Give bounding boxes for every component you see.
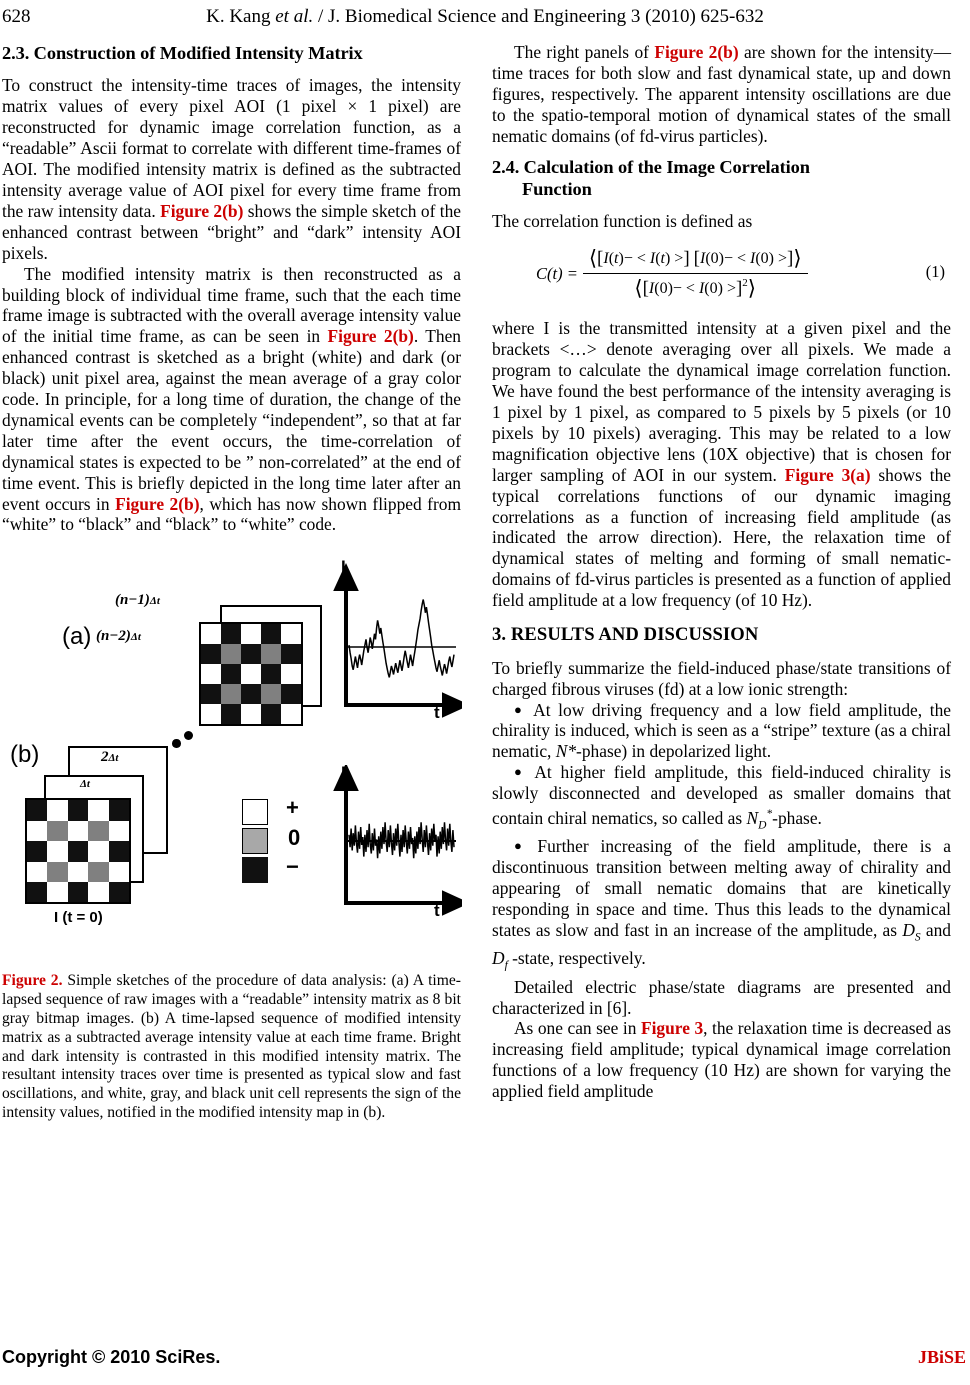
heading-2-4-line1: 2.4. Calculation of the Image Correlation [492, 156, 810, 177]
para-text: The modified intensity matrix is then reconstructed as a building block of individual time frame, such that the each time frame image is subtracted with the overall average intensity value of the initial time frame, as can be seen in [2, 263, 461, 347]
trace-fast-svg [328, 765, 462, 925]
figure-caption-text: Simple sketches of the procedure of data analysis: (a) A time-lapsed sequence of raw images with a “readable” intensity matrix as 8 bit gray bitmap images. (b) A time-lapsed sequence of modified intensity matrix as a subtracted average intensity value at each time frame. Bright and dark intensity is contrasted in this modified intensity matrix. The resultant intensity traces over time is presented as typical slow and fast oscillations, and white, gray, and black unit cell represents the sign of the intensity values, notified in the modified intensity map in (b). [2, 972, 462, 1121]
matrix-cell [27, 882, 47, 902]
matrix-cell [68, 821, 88, 841]
figure-trace-fast-plot [328, 765, 462, 925]
equation-denominator: ⟨[I(0)− < I(0) >]$^2$⟩ [634, 276, 756, 301]
matrix-cell [109, 862, 129, 882]
label-n-minus-1-dt: (n−1)Δt [115, 592, 160, 609]
journal-source: / J. Biomedical Science and Engineering 3 (2010) 625-632 [313, 6, 764, 27]
para-text-end: , which has now shown flipped from “white” to “black” and “black” to “white” code. [2, 493, 461, 535]
matrix-cell [201, 644, 221, 664]
matrix-cell [261, 644, 281, 664]
journal-citation-line [0, 6, 970, 28]
trace-fast-y-axis-label: I [341, 763, 346, 783]
bullet-symbol-nd: $N_D^*$ [746, 807, 773, 832]
paragraph-correlation-defined: The correlation function is defined as [492, 211, 753, 232]
matrix-cell [221, 664, 241, 684]
figure-ref-2b[interactable]: Figure 2(b) [160, 200, 244, 221]
bullet-dot-icon: ● [514, 838, 530, 854]
matrix-cell [201, 664, 221, 684]
paragraph-summary-intro: To briefly summarize the field-induced phase/state transitions of charged fibrous viruses (fd) at a low ionic strength: [492, 657, 951, 699]
matrix-cell [27, 821, 47, 841]
legend-swatch-minus [242, 857, 268, 883]
spacer [492, 147, 951, 156]
para-text-cont: , the relaxation time is decreased as increasing field amplitude; typical dynamical image correlation functions of a low frequency (10 Hz) are shown for varying the applied field amplitude [492, 1018, 951, 1102]
trace-slow-x-axis-label: t [434, 703, 440, 723]
matrix-cell [88, 862, 108, 882]
equation-1-expression [536, 246, 808, 301]
para-text-cont: shows the simple sketch of the enhanced contrast between “bright” and “dark” intensity AOI pixels. [2, 200, 461, 263]
heading-2-4-line2: Function [522, 178, 592, 199]
equation-lhs: C(t) = [536, 263, 578, 283]
matrix-cell [88, 821, 108, 841]
matrix-cell [109, 821, 129, 841]
symbol-df: $D_f$ [492, 948, 508, 972]
page-folio: 628 [2, 6, 31, 27]
para-text: As one can see in [514, 1018, 641, 1039]
matrix-cell [47, 841, 67, 861]
matrix-cell [47, 800, 67, 820]
bullet-item-further-increase [492, 836, 951, 976]
bullet-item-higher-amplitude [492, 762, 951, 836]
label-two-delta-t: 2Δt [101, 749, 119, 766]
figure-ref-2b-third[interactable]: Figure 2(b) [115, 493, 200, 514]
label-delta-t: Δt [80, 778, 90, 791]
figure-ref-2b-right[interactable]: Figure 2(b) [654, 42, 739, 62]
bullet-symbol-nstar: N* [555, 741, 577, 762]
matrix-cell [201, 704, 221, 724]
bullet-text: At higher field amplitude, this field-induced chirality is slowly disconnected and developed as smaller domains that contain chiral nematics, so called as [492, 762, 951, 828]
equation-1 [492, 244, 951, 306]
bullet-item-low-frequency [492, 700, 951, 763]
paragraph-relaxation-time [492, 1018, 951, 1102]
matrix-cell [261, 704, 281, 724]
trace-fast-x-axis-label: t [434, 901, 440, 921]
matrix-cell [241, 624, 261, 644]
matrix-cell [47, 821, 67, 841]
figure-ellipsis-dot [172, 739, 181, 748]
journal-authors: K. Kang [206, 6, 276, 27]
matrix-cell [261, 664, 281, 684]
trace-slow-y-axis-label: I [341, 557, 346, 577]
legend-label-zero: 0 [288, 825, 301, 851]
matrix-cell [109, 882, 129, 902]
para-text-cont: shows the typical correlations functions of our dynamic imaging correlations as a function of increasing field amplitude (as indicated the arrow direction). Here, the relaxation time of dynamical states of melting and forming of small nematic-domains of fd-virus particles is presented as a function of applied field amplitude at a low frequency (of 10 Hz). [492, 464, 951, 611]
matrix-cell [27, 841, 47, 861]
matrix-cell [281, 644, 301, 664]
matrix-cell [241, 704, 261, 724]
label-n-minus-2-dt: (n−2)Δt [96, 628, 141, 645]
figure-matrix-bottom [25, 798, 131, 904]
figure-2-caption [2, 972, 461, 1122]
figure-label-t0: I (t = 0) [54, 909, 103, 927]
matrix-cell [281, 704, 301, 724]
journal-abbreviation: JBiSE [917, 1347, 966, 1367]
bullet-text: Further increasing of the field amplitude, there is a discontinuous transition between melting away of chirality and appearing of small nematic domains that are kinetically responding in space and time. Thus this leads to the dynamical states as slow and fast in an increase of the amplitude, as [492, 836, 951, 940]
page-footer [0, 1347, 970, 1371]
legend-label-minus: − [286, 854, 299, 880]
bullet-text-mid: and [920, 919, 951, 940]
journal-etal: et al. [275, 6, 314, 27]
matrix-cell [27, 862, 47, 882]
bullet-text-cont: -phase) in depolarized light. [576, 741, 772, 762]
matrix-cell [261, 624, 281, 644]
matrix-cell [221, 644, 241, 664]
legend-label-plus: + [286, 795, 299, 821]
matrix-cell [201, 684, 221, 704]
matrix-cell [88, 800, 108, 820]
bullet-dot-icon: ● [514, 764, 527, 780]
heading-2-3: 2.3. Construction of Modified Intensity Matrix [2, 43, 363, 63]
equation-fraction [583, 246, 808, 301]
matrix-cell [27, 800, 47, 820]
heading-2-4 [492, 156, 951, 201]
matrix-cell [281, 664, 301, 684]
para-text: To construct the intensity-time traces of images, the intensity matrix values of every pixel AOI (1 pixel × 1 pixel) are reconstructed for dynamic image correlation function, as a “readable” Ascii format to correlate with different time-frames of AOI. The modified intensity matrix is defined as the subtracted intensity average value of AOI pixel for every time frame from the raw intensity data. [2, 75, 461, 221]
figure-matrix-top [199, 622, 303, 726]
figure-2-graphic [2, 543, 461, 968]
legend-swatch-plus [242, 799, 268, 825]
matrix-cell [68, 841, 88, 861]
figure-trace-slow-plot [328, 559, 462, 727]
legend-swatch-zero [242, 828, 268, 854]
paragraph-right-panels [492, 42, 951, 147]
figure-ellipsis-dot [184, 731, 193, 740]
heading-3-results: 3. RESULTS AND DISCUSSION [492, 624, 759, 646]
bullet-text: At low driving frequency and a low field amplitude, the chirality is induced, which is seen as a “stripe” texture (as a chiral nematic, [492, 699, 951, 762]
matrix-cell [281, 624, 301, 644]
matrix-cell [221, 624, 241, 644]
matrix-cell [47, 882, 67, 902]
matrix-cell [221, 704, 241, 724]
figure-panel-label-a: (a) [62, 623, 92, 651]
bullet-text-cont: -phase. [772, 807, 822, 828]
para-text-cont: are shown for the intensity—time traces for both slow and fast dynamical state, up and down figures, respectively. The apparent intensity oscillations are due to the spatio-temporal motion of dynamical states of the small nematic domains (of fd-virus particles). [492, 42, 951, 146]
spacer [492, 611, 951, 624]
summary-bullet-list [492, 700, 951, 977]
figure-ref-2b-second[interactable]: Figure 2(b) [327, 326, 414, 347]
matrix-cell [47, 862, 67, 882]
matrix-cell [241, 664, 261, 684]
matrix-cell [68, 862, 88, 882]
para-text-cont: . Then enhanced contrast is sketched as a bright (white) and dark (or black) unit pixel area, against the mean average of a gray color code. In principle, for a long time of duration, the change of the dynamical events can be completely “independent”, so that at far later time after the event occurs, the time-correlation of dynamical states is expected to be ” non-correlated” at the end of time event. This is briefly depicted in the long time later after an event occurs in [2, 326, 461, 514]
matrix-cell [241, 644, 261, 664]
paragraph-where-I [492, 318, 951, 611]
right-column [492, 42, 951, 1102]
equation-1-number: (1) [925, 262, 945, 282]
paragraph-construction-intro [2, 75, 461, 263]
left-column [2, 42, 461, 1138]
matrix-cell [68, 882, 88, 902]
matrix-cell [281, 684, 301, 704]
matrix-cell [241, 684, 261, 704]
paragraph-detailed-diagrams: Detailed electric phase/state diagrams are presented and characterized in [6]. [492, 976, 951, 1018]
figure-ref-3a[interactable]: Figure 3(a) [784, 464, 871, 485]
matrix-cell [261, 684, 281, 704]
symbol-ds: $D_S$ [902, 919, 921, 944]
matrix-cell [109, 800, 129, 820]
matrix-cell [88, 882, 108, 902]
figure-panel-label-b: (b) [10, 741, 40, 769]
matrix-cell [201, 624, 221, 644]
copyright-notice: Copyright © 2010 SciRes. [2, 1347, 221, 1367]
figure-ref-3[interactable]: Figure 3 [640, 1018, 704, 1039]
para-text: The right panels of [514, 42, 655, 62]
matrix-cell [109, 841, 129, 861]
matrix-cell [68, 800, 88, 820]
para-text: where I is the transmitted intensity at a given pixel and the brackets <…> denote averaging over all pixels. We made a program to calculate the dynamical image correlation function. We have found the best performance of the intensity averaging is 1 pixel by 1 pixel, as compared to 5 pixels by 5 pixels (or 10 pixels by 10 pixels) averaging. This may be related to a low magnification objective lens (10X objective) that is chosen for larger sampling of AOI in our system. [492, 318, 951, 485]
trace-slow-svg [328, 559, 462, 727]
bullet-dot-icon: ● [514, 701, 526, 717]
matrix-cell [221, 684, 241, 704]
matrix-cell [88, 841, 108, 861]
figure-caption-lead: Figure 2. [2, 972, 63, 990]
bullet-text-end: -state, respectively. [507, 948, 646, 969]
running-head [0, 6, 970, 32]
equation-numerator: ⟨[I(t)− < I(t) >] [I(0)− < I(0) >]⟩ [588, 246, 802, 271]
paragraph-matrix-reconstruction [2, 264, 461, 536]
